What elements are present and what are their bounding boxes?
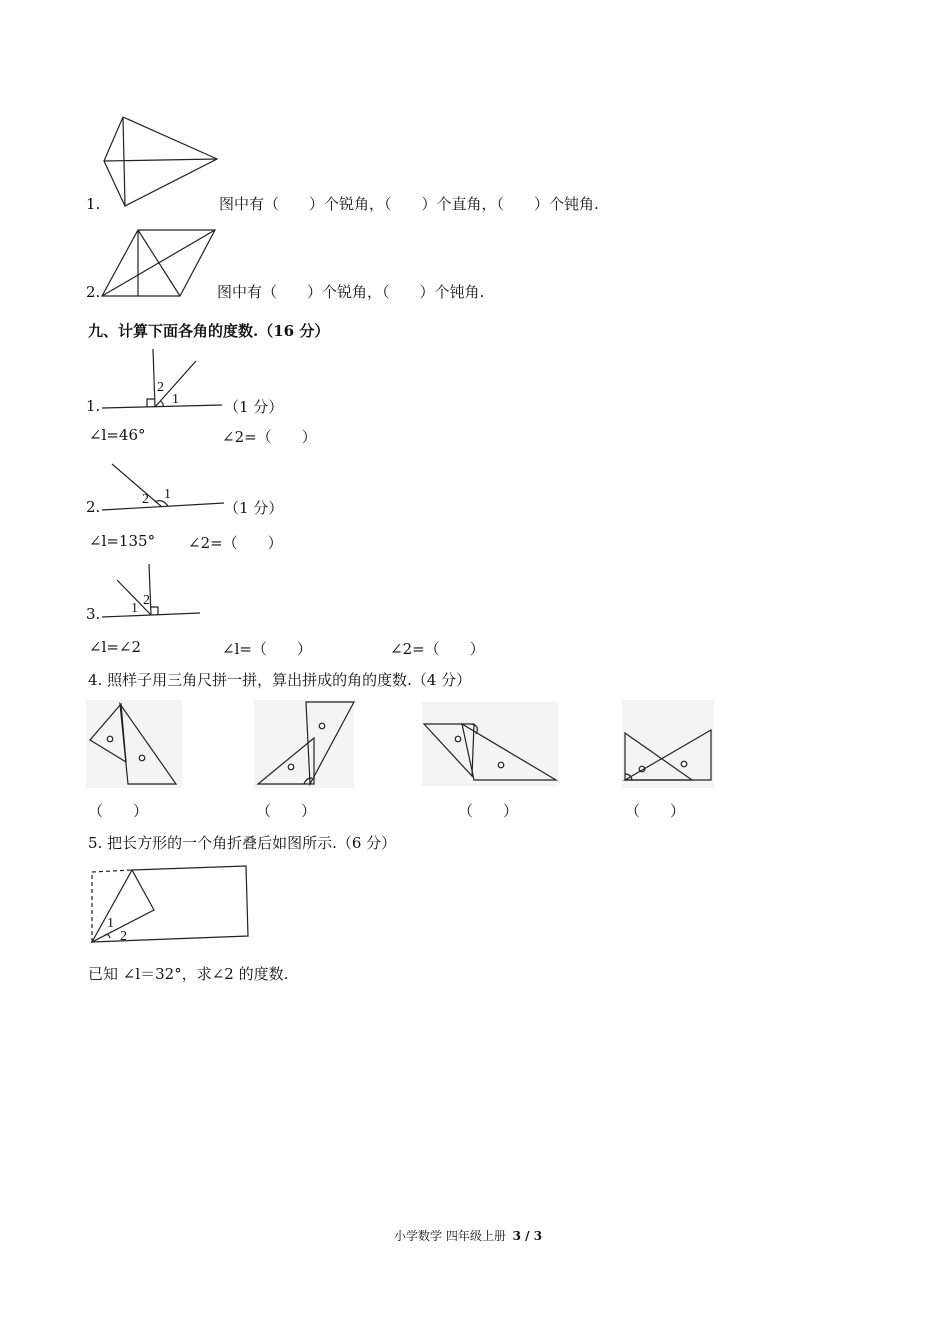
page-footer [394,1227,542,1244]
s9-q3-angle-figure [100,562,210,622]
s9-q3-label-1: 1 [131,601,138,616]
parallelogram-figure [100,228,220,300]
s9-q1-label-2: 2 [157,380,164,395]
s9-q4-answer-1: （ ） [88,802,149,820]
s9-q3-ask1: ∠l=（ ） [222,640,312,658]
triangle-pair-3 [422,702,558,786]
s8-q1-number: 1. [86,195,101,213]
s9-q2-given: ∠l=135° [89,532,156,550]
s9-q1-angle-figure [100,345,230,415]
s9-q2-label-2: 2 [142,492,149,507]
s9-q1-given: ∠l=46° [89,426,146,444]
s9-q1-label-1: 1 [172,392,179,407]
section9-heading: 九、计算下面各角的度数.（16 分） [88,322,330,340]
s9-q5-label-2: 2 [120,929,127,944]
s9-q4-answer-3: （ ） [458,802,519,820]
footer-page-number: 3 / 3 [512,1229,543,1243]
triangle-pair-4 [622,700,714,788]
s9-q2-ask: ∠2=（ ） [188,534,283,552]
s9-q5-text: 5. 把长方形的一个角折叠后如图所示.（6 分） [88,834,397,852]
s9-q4-answer-4: （ ） [625,802,686,820]
s9-q2-angle-figure [100,460,230,515]
s8-q2-text: 图中有（ ）个锐角，（ ）个钝角. [217,283,485,301]
s9-q1-ask: ∠2=（ ） [222,428,317,446]
s9-q4-answer-2: （ ） [256,802,317,820]
s9-q3-number: 3. [86,605,101,623]
s9-q2-label-1: 1 [164,487,171,502]
s9-q5-given: 已知 ∠l＝32°，求∠2 的度数. [88,965,289,983]
s9-q4-text: 4. 照样子用三角尺拼一拼，算出拼成的角的度数.（4 分） [88,671,472,689]
s9-q5-label-1: 1 [107,916,114,931]
s9-q1-score: （1 分） [224,398,284,416]
s8-q2-number: 2. [86,283,101,301]
triangle-pair-2 [254,700,354,788]
s9-q3-ask2: ∠2=（ ） [390,640,485,658]
kite-figure [100,115,220,210]
s9-q2-number: 2. [86,498,101,516]
s9-q3-label-2: 2 [143,593,150,608]
s8-q1-text: 图中有（ ）个锐角，（ ）个直角，（ ）个钝角. [219,195,599,213]
s9-q1-number: 1. [86,397,101,415]
triangle-pair-1 [86,700,182,788]
s9-q3-given: ∠l=∠2 [89,638,142,656]
footer-subject: 小学数学 四年级上册 [394,1229,506,1243]
folded-rectangle-figure [88,864,250,946]
s9-q2-score: （1 分） [224,499,284,517]
